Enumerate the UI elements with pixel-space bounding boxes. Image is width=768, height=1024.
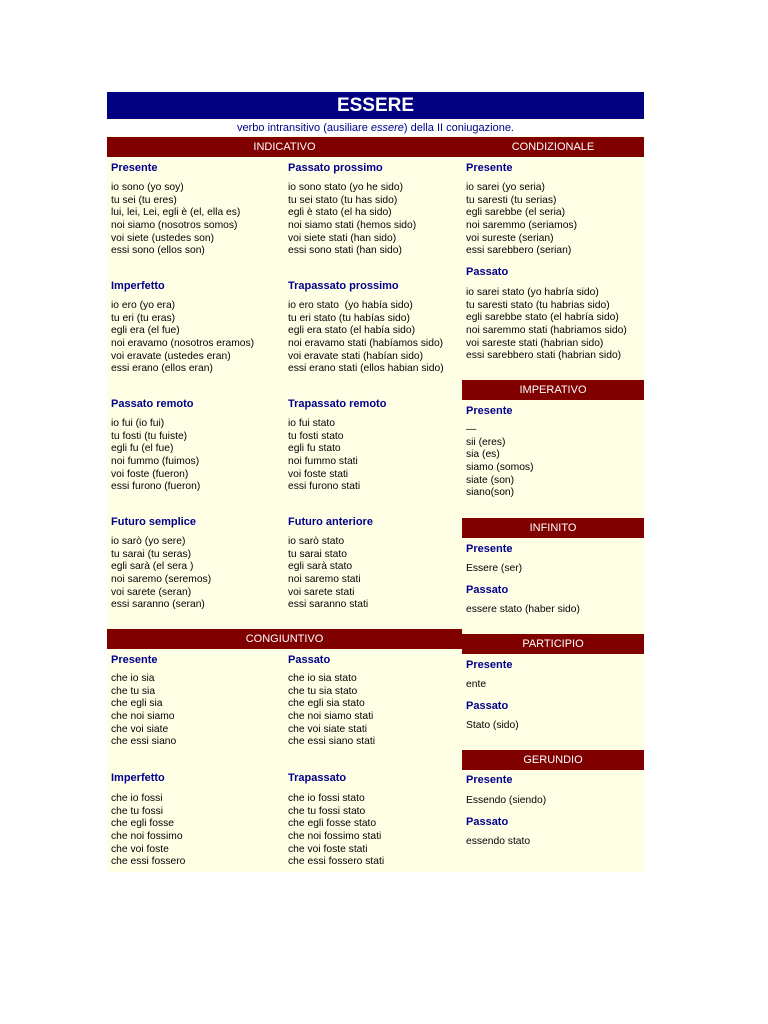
congiuntivo-header: CONGIUNTIVO (107, 629, 462, 649)
indicativo-passato-remoto-title: Passato remoto (111, 398, 194, 410)
conjugation-line: che essi siano stati (288, 736, 375, 748)
gerundio-passato-value: essendo stato (466, 836, 531, 847)
conjugation-line: noi saremo (seremos) (111, 574, 212, 586)
indicativo-futuro-anteriore-title: Futuro anteriore (288, 516, 373, 528)
description-text-end: ) della II coniugazione. (403, 122, 514, 134)
conjugation-line: tu fosti (tu fuiste) (111, 430, 188, 442)
conjugation-line: voi eravate (ustedes eran) (111, 350, 231, 362)
conjugation-line: essi erano stati (ellos habian sido) (288, 363, 444, 375)
conjugation-line: voi siete (ustedes son) (111, 232, 215, 244)
conjugation-line: che egli fosse (111, 818, 174, 830)
conjugation-line: egli sarà stato (288, 561, 353, 573)
conjugation-line: io sarò stato (288, 536, 345, 547)
verb-title: ESSERE (107, 92, 644, 119)
conjugation-line: voi sureste (serian) (466, 232, 554, 244)
conjugation-line: noi eravamo (nosotros eramos) (111, 338, 255, 350)
infinito-presente-title: Presente (466, 543, 513, 555)
conjugation-line: egli sarebbe stato (el habría sido) (466, 312, 619, 324)
conjugation-line: che tu fossi stato (288, 805, 366, 817)
conjugation-line: che voi siate stati (288, 723, 367, 735)
conjugation-line: noi siamo (nosotros somos) (111, 220, 238, 232)
imperativo-presente-title: Presente (466, 405, 513, 417)
conjugation-line: egli fu stato (288, 443, 341, 455)
conjugation-line: che noi fossimo (111, 831, 183, 843)
indicativo-trapassato-remoto-list (288, 418, 360, 494)
conjugation-line: che voi foste stati (288, 843, 368, 855)
conjugation-line: che essi fossero stati (288, 856, 385, 868)
conjugation-line: tu fosti stato (288, 430, 344, 442)
indicativo-passato-prossimo-title: Passato prossimo (288, 162, 383, 174)
conjugation-line: egli sarebbe (el seria) (466, 207, 566, 219)
conjugation-line: tu eri stato (tu habías sido) (288, 312, 410, 324)
congiuntivo-presente-list (111, 673, 176, 749)
conjugation-line: siamo (somos) (466, 462, 534, 474)
conjugation-line: che egli sia stato (288, 698, 365, 710)
description-text: verbo intransitivo (ausiliare (237, 122, 371, 134)
conjugation-line: tu eri (tu eras) (111, 312, 176, 324)
imperativo-presente-list (466, 424, 534, 500)
conjugation-line: io sarei stato (yo habría sido) (466, 287, 599, 298)
indicativo-header: INDICATIVO (107, 137, 462, 157)
conjugation-line: noi saremmo stati (habriamos sido) (466, 325, 627, 337)
conjugation-line: — (466, 424, 477, 435)
conjugation-line: che egli sia (111, 698, 163, 710)
conjugation-line: tu sarai (tu seras) (111, 548, 192, 560)
conjugation-line: che noi siamo (111, 711, 175, 723)
conjugation-line: che io fossi (111, 793, 163, 804)
conjugation-line: voi eravate stati (habían sido) (288, 350, 424, 362)
conjugation-line: essi saranno stati (288, 599, 369, 611)
indicativo-presente-title: Presente (111, 162, 158, 174)
conjugation-line: egli era (el fue) (111, 325, 180, 337)
participio-presente-value: ente (466, 679, 487, 690)
conjugation-line: tu saresti stato (tu habrias sido) (466, 299, 610, 311)
congiuntivo-trapassato-list (288, 793, 384, 869)
conjugation-line: che io sia (111, 673, 155, 684)
conjugation-line: tu sei stato (tu has sido) (288, 194, 398, 206)
conjugation-line: noi saremo stati (288, 574, 361, 586)
indicativo-imperfetto-list (111, 300, 254, 376)
conjugation-line: essi furono stati (288, 481, 361, 493)
conjugation-line: tu sei (tu eres) (111, 194, 177, 206)
conjugation-line: io ero (yo era) (111, 300, 176, 311)
conjugation-line: io fui stato (288, 418, 335, 429)
conjugation-line: che tu sia stato (288, 685, 358, 697)
participio-passato-title: Passato (466, 700, 509, 712)
conjugation-line: io sarò (yo sere) (111, 536, 186, 547)
conjugation-line: io sarei (yo seria) (466, 182, 545, 193)
gerundio-presente-title: Presente (466, 774, 513, 786)
conjugation-line: essi erano (ellos eran) (111, 363, 213, 375)
conjugation-line: voi sarete (seran) (111, 586, 192, 598)
conjugation-line: che tu fossi (111, 805, 164, 817)
conjugation-line: essi furono (fueron) (111, 481, 201, 493)
conjugation-line: che tu sia (111, 685, 156, 697)
indicativo-presente-list (111, 182, 240, 258)
congiuntivo-passato-list (288, 673, 375, 749)
conjugation-line: che io fossi stato (288, 793, 365, 804)
conjugation-line: io sono stato (yo he sido) (288, 182, 404, 193)
congiuntivo-imperfetto-title: Imperfetto (111, 772, 165, 784)
conjugation-line: che noi siamo stati (288, 711, 374, 723)
indicativo-trapassato-prossimo-title: Trapassato prossimo (288, 280, 399, 292)
conjugation-line: siate (son) (466, 474, 515, 486)
indicativo-futuro-semplice-title: Futuro semplice (111, 516, 196, 528)
conjugation-line: voi sarete stati (288, 586, 355, 598)
indicativo-trapassato-remoto-title: Trapassato remoto (288, 398, 387, 410)
infinito-header: INFINITO (462, 518, 644, 538)
conjugation-line: noi fummo stati (288, 456, 358, 468)
conjugation-line: noi saremmo (seriamos) (466, 220, 578, 232)
condizionale-presente-list (466, 182, 577, 258)
description-auxiliary: essere (370, 122, 404, 134)
conjugation-line: voi siete stati (han sido) (288, 232, 397, 244)
conjugation-line: sii (eres) (466, 436, 506, 448)
indicativo-trapassato-prossimo-list (288, 300, 444, 376)
indicativo-passato-remoto-list (111, 418, 200, 494)
conjugation-line: io sono (yo soy) (111, 182, 184, 193)
conjugation-line: che io sia stato (288, 673, 357, 684)
conjugation-line: essi sono (ellos son) (111, 245, 205, 257)
conjugation-line: egli fu (el fue) (111, 443, 174, 455)
conjugation-line: essi sarebbero stati (habrian sido) (466, 350, 622, 362)
conjugation-line: noi siamo stati (hemos sido) (288, 220, 417, 232)
participio-passato-value: Stato (sido) (466, 720, 519, 731)
conjugation-line: essi sono stati (han sido) (288, 245, 402, 257)
conjugation-line: sia (es) (466, 449, 500, 461)
conjugation-line: tu saresti (tu serias) (466, 194, 557, 206)
conjugation-line: noi eravamo stati (habíamos sido) (288, 338, 444, 350)
conjugation-line: essi saranno (seran) (111, 599, 205, 611)
conjugation-line: che voi siate (111, 723, 169, 735)
imperativo-header: IMPERATIVO (462, 380, 644, 400)
participio-presente-title: Presente (466, 659, 513, 671)
congiuntivo-trapassato-title: Trapassato (288, 772, 347, 784)
infinito-presente-value: Essere (ser) (466, 563, 523, 574)
gerundio-header: GERUNDIO (462, 750, 644, 770)
participio-header: PARTICIPIO (462, 634, 644, 654)
condizionale-passato-title: Passato (466, 266, 509, 278)
conjugation-line: voi foste stati (288, 468, 349, 480)
conjugation-line: egli è stato (el ha sido) (288, 207, 392, 219)
conjugation-line: essi sarebbero (serian) (466, 245, 572, 257)
conjugation-line: voi foste (fueron) (111, 468, 189, 480)
conjugation-line: egli era stato (el había sido) (288, 325, 416, 337)
congiuntivo-passato-title: Passato (288, 654, 331, 666)
conjugation-line: io ero stato (yo había sido) (288, 300, 413, 311)
conjugation-line: noi fummo (fuimos) (111, 456, 200, 468)
congiuntivo-presente-title: Presente (111, 654, 158, 666)
gerundio-passato-title: Passato (466, 816, 509, 828)
condizionale-header: CONDIZIONALE (462, 137, 644, 157)
conjugation-line: lui, lei, Lei, egli è (el, ella es) (111, 207, 241, 219)
infinito-passato-title: Passato (466, 584, 509, 596)
indicativo-passato-prossimo-list (288, 182, 416, 258)
conjugation-line: che voi foste (111, 843, 169, 855)
infinito-passato-value: essere stato (haber sido) (466, 604, 580, 615)
verb-description (107, 120, 644, 136)
conjugation-line: tu sarai stato (288, 548, 347, 560)
condizionale-presente-title: Presente (466, 162, 513, 174)
gerundio-presente-value: Essendo (siendo) (466, 795, 547, 806)
conjugation-line: io fui (io fui) (111, 418, 165, 429)
conjugation-line: che essi fossero (111, 856, 186, 868)
condizionale-passato-list (466, 287, 627, 363)
conjugation-line: voi sareste stati (habrian sido) (466, 337, 604, 349)
conjugation-line: che noi fossimo stati (288, 831, 382, 843)
conjugation-line: egli sarà (el sera ) (111, 561, 194, 573)
congiuntivo-imperfetto-list (111, 793, 185, 869)
indicativo-futuro-anteriore-list (288, 536, 368, 612)
indicativo-futuro-semplice-list (111, 536, 211, 612)
indicativo-imperfetto-title: Imperfetto (111, 280, 165, 292)
conjugation-line: siano(son) (466, 487, 515, 499)
conjugation-line: che egli fosse stato (288, 818, 377, 830)
conjugation-line: che essi siano (111, 736, 177, 748)
